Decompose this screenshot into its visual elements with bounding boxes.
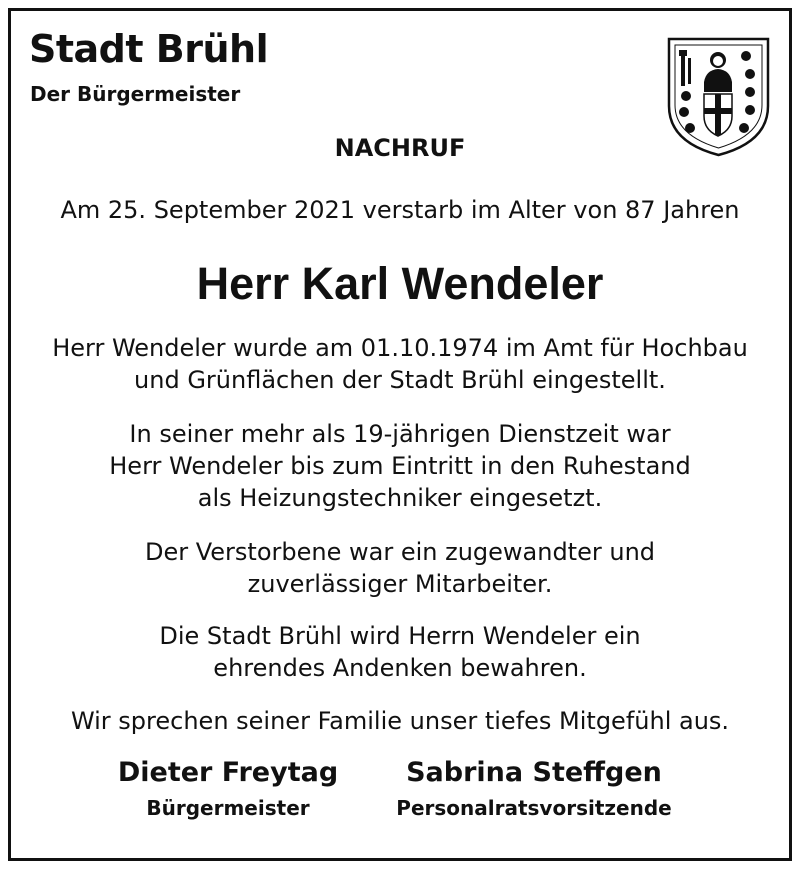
signatory-name: Dieter Freytag — [117, 757, 339, 788]
text-line: ehrendes Andenken bewahren. — [213, 654, 587, 682]
text-line: Wir sprechen seiner Familie unser tiefes Mitgefühl aus. — [70, 707, 730, 735]
text-line: Der Verstorbene war ein zugewandter und — [144, 538, 656, 566]
text-line: Die Stadt Brühl wird Herrn Wendeler ein — [159, 622, 641, 650]
paragraph-remembrance — [0, 620, 800, 684]
text-line: In seiner mehr als 19-jährigen Dienstzeit war — [129, 420, 671, 448]
signature-mayor — [68, 757, 388, 820]
notice-title: NACHRUF — [334, 134, 466, 162]
paragraph-service — [0, 418, 800, 514]
text-line: Herr Wendeler wurde am 01.10.1974 im Amt für Hochbau — [52, 334, 748, 362]
text-line: und Grünflächen der Stadt Brühl eingestellt. — [134, 366, 666, 394]
paragraph-condolence — [0, 705, 800, 737]
organization-name: Stadt Brühl — [29, 27, 269, 71]
text-line: als Heizungstechniker eingesetzt. — [197, 484, 603, 512]
signature-staff-council — [374, 757, 694, 820]
intro-line: Am 25. September 2021 verstarb im Alter von 87 Jahren — [60, 196, 740, 224]
signatory-role: Bürgermeister — [146, 796, 310, 820]
signatory-role: Personalratsvorsitzende — [396, 796, 672, 820]
text-line: Herr Wendeler bis zum Eintritt in den Ruhestand — [109, 452, 691, 480]
paragraph-employment — [0, 332, 800, 396]
paragraph-character — [0, 536, 800, 600]
text-line: zuverlässiger Mitarbeiter. — [247, 570, 553, 598]
signatory-name: Sabrina Steffgen — [406, 757, 662, 788]
deceased-name: Herr Karl Wendeler — [196, 258, 604, 309]
department-name: Der Bürgermeister — [30, 82, 241, 106]
